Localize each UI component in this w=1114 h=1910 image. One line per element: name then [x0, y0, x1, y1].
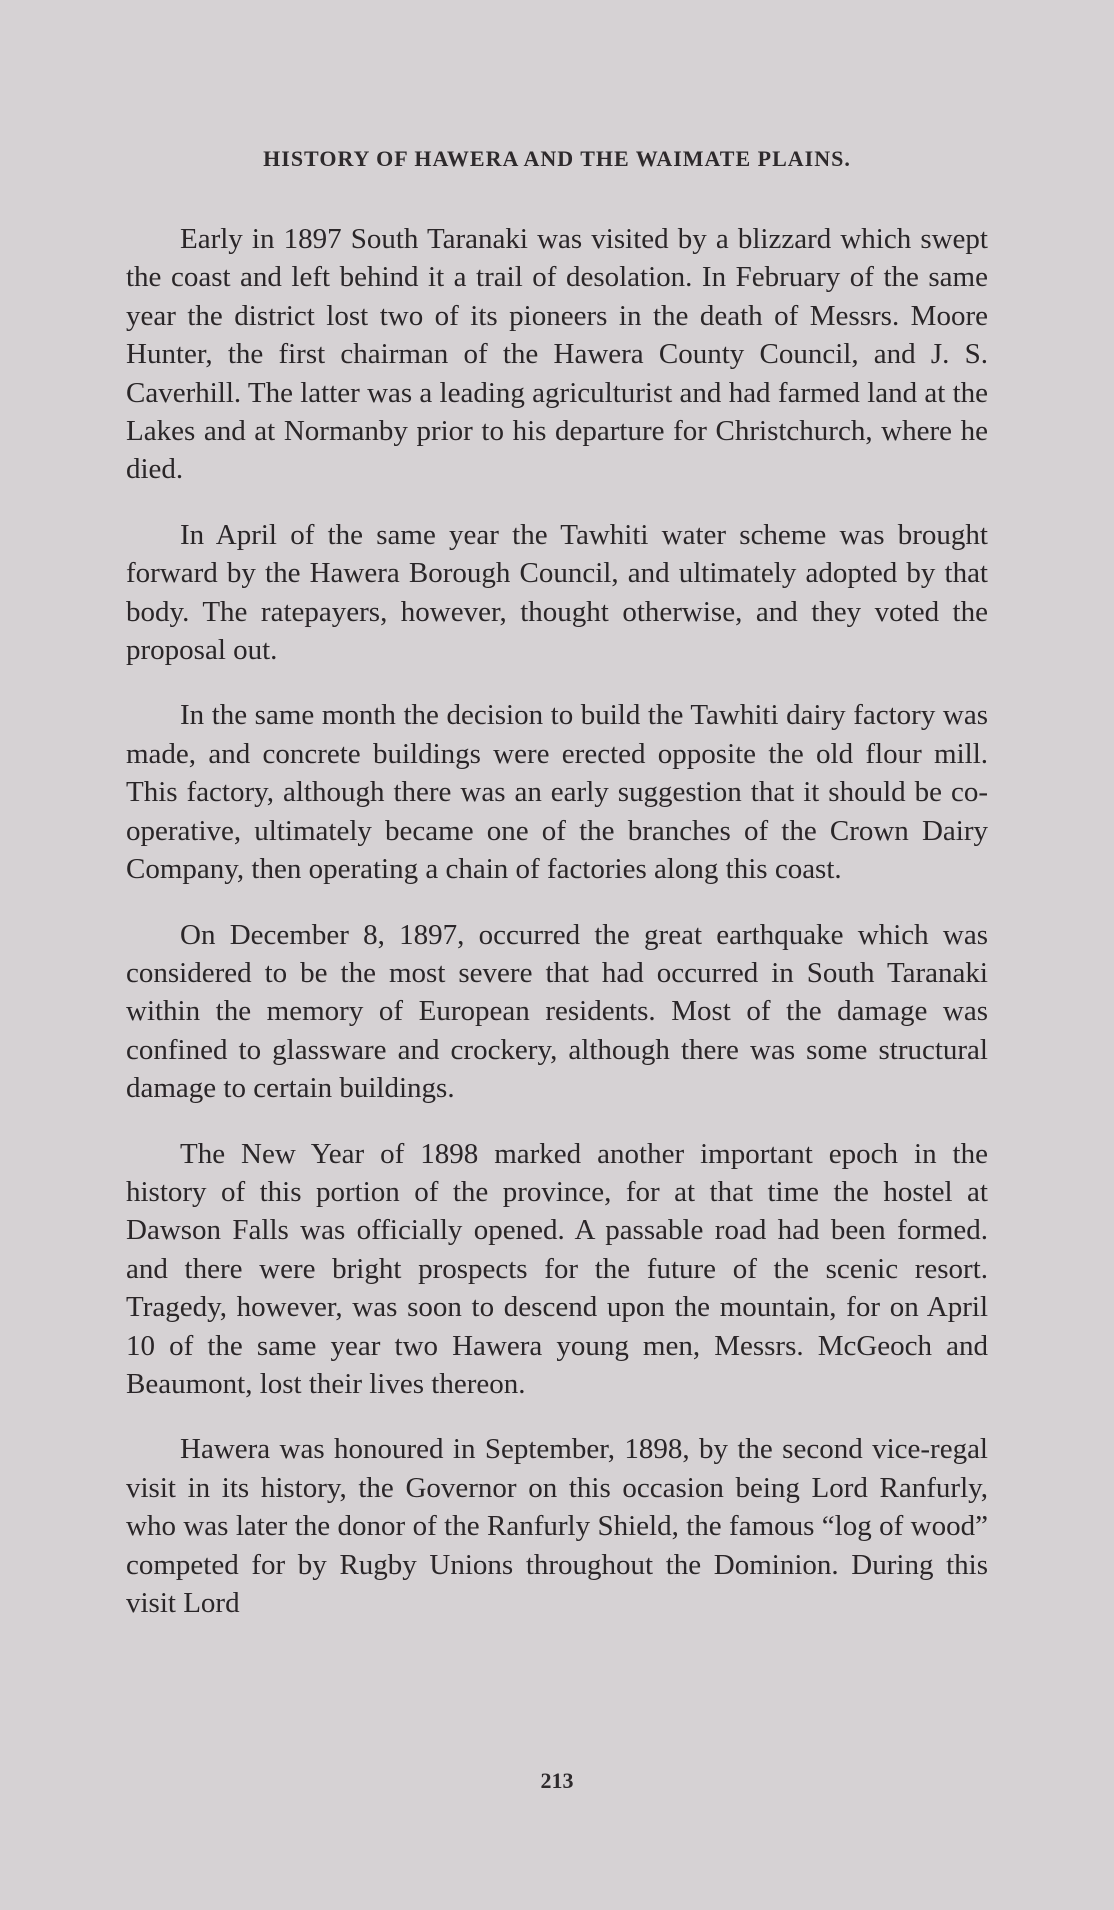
body-text [126, 220, 988, 1649]
paragraph-blizzard: Early in 1897 South Taranaki was visited by a blizzard which swept the coast and left behind it a trail of desolation. In February of the same year the district lost two of its pioneers in the death of Messrs. Moore Hunter, the first chairman of the Hawera County Council, and J. S. Caverhill. The latter was a leading agriculturist and had farmed land at the Lakes and at Normanby prior to his departure for Christchurch, where he died. [126, 223, 988, 486]
paragraph-water-scheme: In April of the same year the Tawhiti water scheme was brought forward by the Hawera Borough Council, and ultimately adopted by that body. The ratepayers, however, thought otherwise, and they voted the proposal out. [126, 518, 988, 667]
paragraph-vice-regal-visit: Hawera was honoured in September, 1898, by the second vice-regal visit in its history, the Governor on this occasion being Lord Ranfurly, who was later the donor of the Ranfurly Shield, the famous “log of wood” competed for by Rugby Unions throughout the Dominion. During this visit Lord [126, 1433, 988, 1619]
running-head: HISTORY OF HAWERA AND THE WAIMATE PLAINS. [263, 146, 851, 171]
paragraph-earthquake: On December 8, 1897, occurred the great earthquake which was considered to be the most severe that had occurred in South Taranaki within the memory of European residents. Most of the damage was confined to glassware and crockery, although there was some structural damage to certain buildings. [126, 918, 988, 1105]
paragraph-dairy-factory: In the same month the decision to build the Tawhiti dairy factory was made, and concrete buildings were erected opposite the old flour mill. This factory, although there was an early suggestion that it should be co-operative, ultimately became one of the branches of the Crown Dairy Company, then operating a chain of factories along this coast. [126, 699, 988, 886]
page-number: 213 [540, 1768, 574, 1793]
paragraph-dawson-falls: The New Year of 1898 marked another important epoch in the history of this portion of the province, for at that time the hostel at Dawson Falls was officially opened. A passable road had been formed. and there were bright prospects for the future of the scenic resort. Tragedy, however, was soon to descend upon the mountain, for on April 10 of the same year two Hawera young men, Messrs. McGeoch and Beaumont, lost their lives thereon. [126, 1137, 988, 1400]
